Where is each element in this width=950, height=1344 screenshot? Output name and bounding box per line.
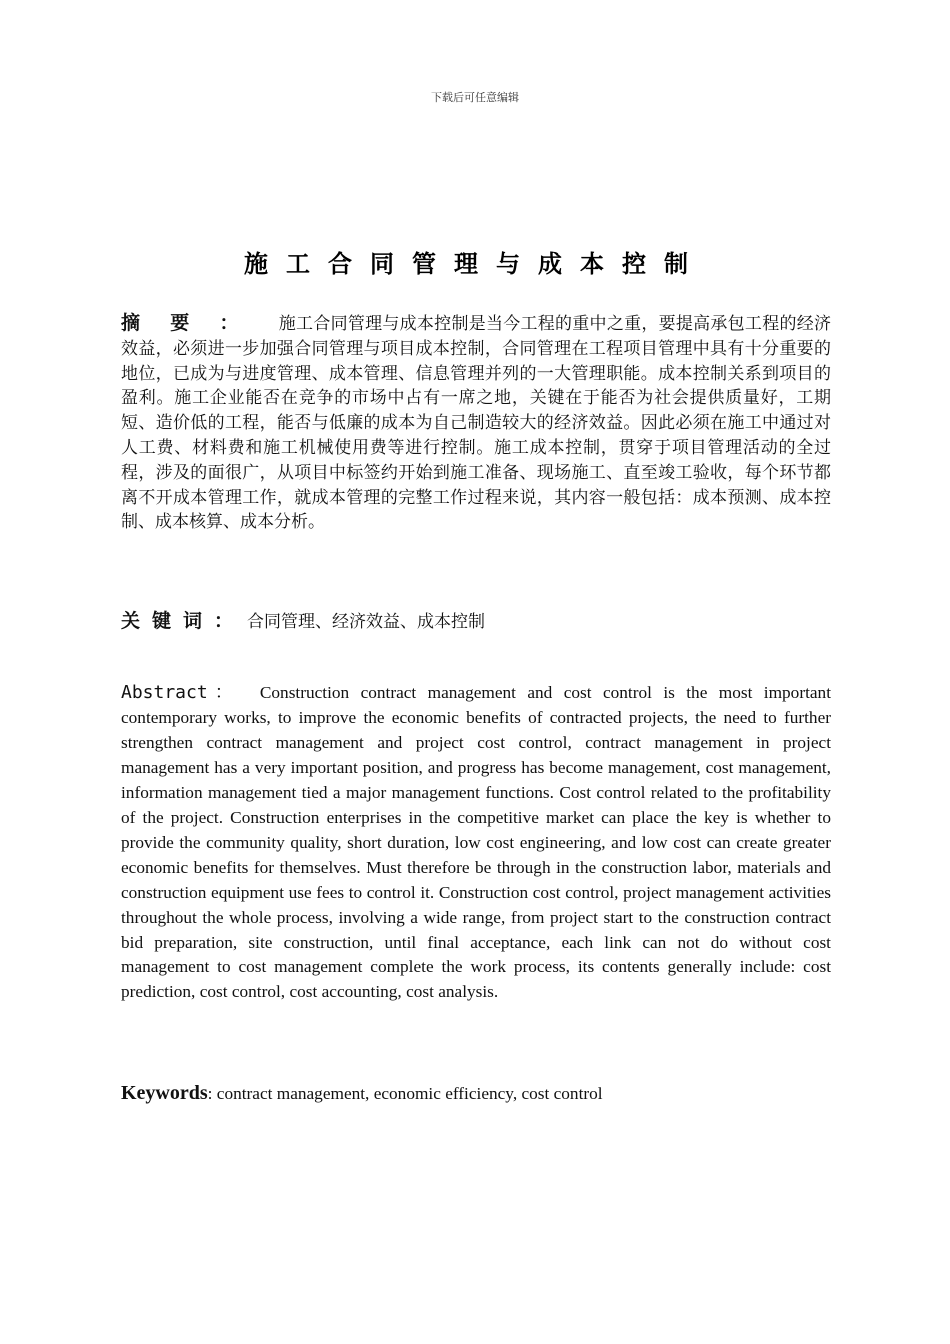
keywords-cn-label: 关键词：: [121, 610, 246, 632]
abstract-cn-text: 施工合同管理与成本控制是当今工程的重中之重，要提高承包工程的经济效益，必须进一步加强合同管理与项目成本控制，合同管理在工程项目管理中具有十分重要的地位，已成为与进度管理、成本管理、信息管理并列的一大管理职能。成本控制关系到项目的盈利。施工企业能否在竞争的市场中占有一席之地，关键在于能否为社会提供质量好，工期短、造价低的工程，能否与低廉的成本为自己制造较大的经济效益。因此必须在施工中通过对人工费、材料费和施工机械使用费等进行控制。施工成本控制，贯穿于项目管理活动的全过程，涉及的面很广，从项目中标签约开始到施工准备、现场施工、直至竣工验收，每个环节都离不开成本管理工作，就成本管理的完整工作过程来说，其内容一般包括：成本预测、成本控制、成本核算、成本分析。: [121, 314, 831, 532]
keywords-en-text: : contract management, economic efficiency, cost control: [207, 1084, 603, 1103]
keywords-en-section: [121, 1080, 831, 1107]
abstract-cn-label: 摘要：: [121, 312, 269, 334]
abstract-cn-section: [121, 311, 831, 535]
abstract-en-label: Abstract：: [121, 682, 240, 703]
keywords-cn-text: 合同管理、经济效益、成本控制: [247, 612, 486, 631]
abstract-en-section: [121, 681, 831, 1005]
document-title: 施工合同管理与成本控制: [244, 250, 706, 278]
header-note: 下载后可任意编辑: [431, 91, 519, 104]
keywords-en-label: Keywords: [121, 1082, 208, 1104]
abstract-en-text: Construction contract management and cost control is the most important contemporary works, to improve the economic benefits of contracted projects, the need to further strengthen contract management and project cost control, contract management in project management has a very important position, and progress has become management, cost management, information management tied a major management functions. Cost control related to the profitability of the project. Construction enterprises in the competitive market can place the key is whether to provide the community quality, short duration, low cost engineering, and low cost can create greater economic benefits for themselves. Must therefore be through in the construction labor, materials and construction equipment use fees to control it. Construction cost control, project management activities throughout the whole process, involving a wide range, from project start to the construction contract bid preparation, site construction, until final acceptance, each link can not do without cost management to cost management complete the work process, its contents generally include: cost prediction, cost control, cost accounting, cost analysis.: [121, 683, 831, 1002]
keywords-cn-section: [121, 606, 831, 637]
